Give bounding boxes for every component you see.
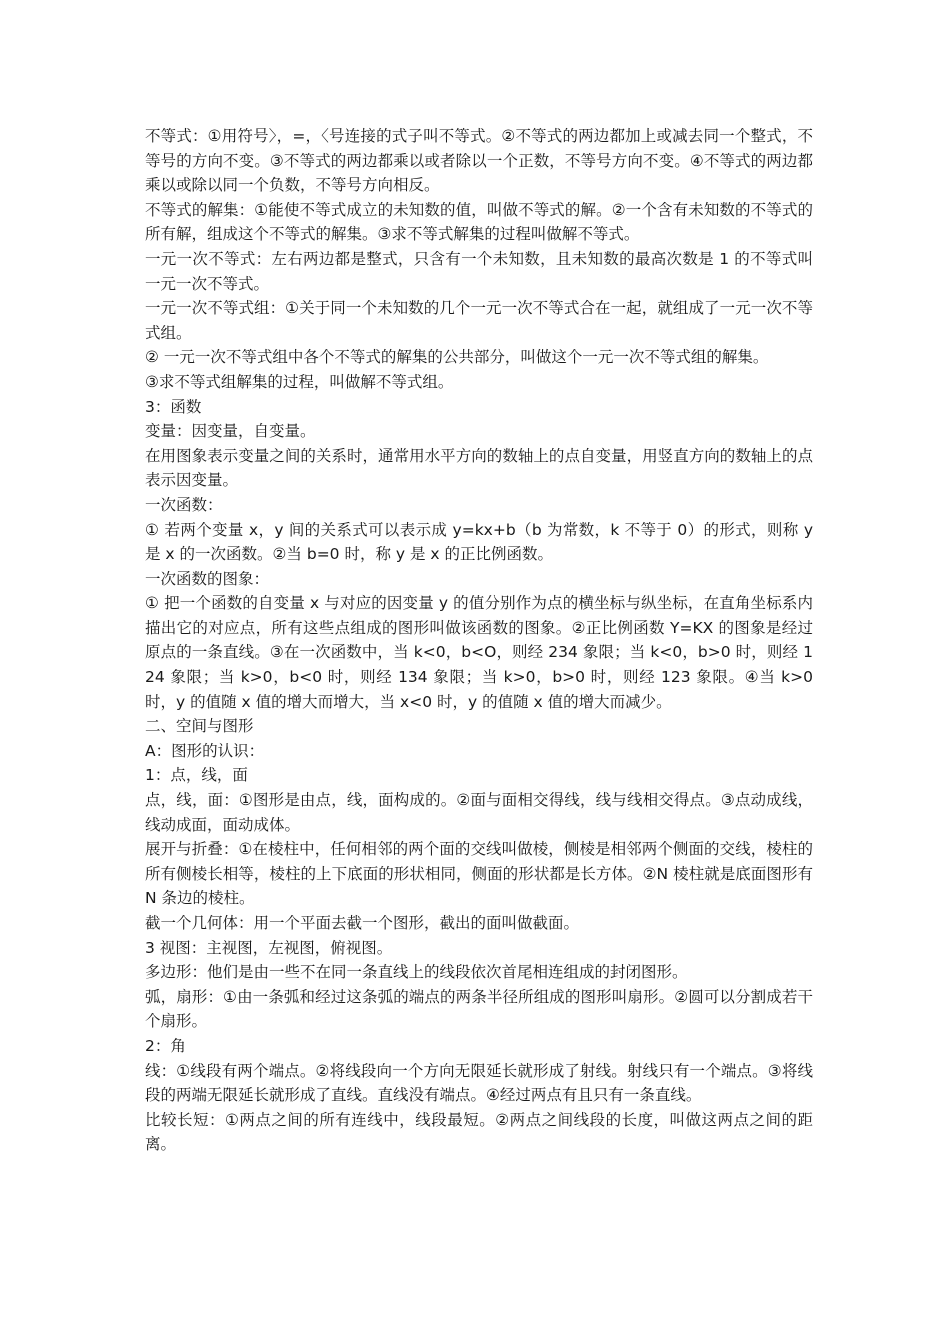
paragraph-variables: 变量：因变量，自变量。	[145, 422, 316, 441]
heading-functions: 3：函数	[145, 397, 202, 416]
heading-point-line-plane: 1：点，线，面	[145, 766, 248, 785]
paragraph-inequality-solution-set: 不等式的解集：①能使不等式成立的未知数的值，叫做不等式的解。②一个含有未知数的不等式的所有解，组成这个不等式的解集。③求不等式解集的过程叫做解不等式。	[145, 200, 813, 244]
paragraph-linear-function-graph: ① 把一个函数的自变量 x 与对应的因变量 y 的值分别作为点的横坐标与纵坐标，在直角坐标系内描出它的对应点，所有这些点组成的图形叫做该函数的图象。②正比例函数 Y=KX 的图象是经过原点的一条直线。③在一次函数中，当 k<0，b<O，则经 234 象限；当 k<0，b>0 时，则经 124 象限；当 k>0，b<0 时，则经 134 象限；当 k>0，b>0 时，则经 123 象限。④当 k>0 时，y 的值随 x 值的增大而增大，当 x<0 时，y 的值随 x 值的增大而减少。	[145, 594, 813, 711]
paragraph-lines: 线：①线段有两个端点。②将线段向一个方向无限延长就形成了射线。射线只有一个端点。③将线段的两端无限延长就形成了直线。直线没有端点。④经过两点有且只有一条直线。	[145, 1061, 813, 1105]
document-body	[145, 124, 813, 1157]
paragraph-unfold-and-fold: 展开与折叠：①在棱柱中，任何相邻的两个面的交线叫做棱，侧棱是相邻两个侧面的交线，棱柱的所有侧棱长相等，棱柱的上下底面的形状相同，侧面的形状都是长方体。②N 棱柱就是底面图形有 N 条边的棱柱。	[145, 840, 813, 908]
paragraph-solve-inequality-system: ③求不等式组解集的过程，叫做解不等式组。	[145, 372, 454, 391]
paragraph-inequality-system-solution: ② 一元一次不等式组中各个不等式的解集的公共部分，叫做这个一元一次不等式组的解集。	[145, 348, 769, 367]
paragraph-compare-lengths: 比较长短：①两点之间的所有连线中，线段最短。②两点之间线段的长度，叫做这两点之间的距离。	[145, 1110, 813, 1154]
paragraph-inequality-system: 一元一次不等式组：①关于同一个未知数的几个一元一次不等式合在一起，就组成了一元一次不等式组。	[145, 299, 813, 342]
paragraph-cross-section: 截一个几何体：用一个平面去截一个图形，截出的面叫做截面。	[145, 914, 580, 932]
heading-linear-function-graph: 一次函数的图象：	[145, 569, 270, 588]
paragraph-arc-sector: 弧，扇形：①由一条弧和经过这条弧的端点的两条半径所组成的图形叫扇形。②圆可以分割成若干个扇形。	[145, 987, 813, 1031]
paragraph-linear-inequality: 一元一次不等式：左右两边都是整式，只含有一个未知数，且未知数的最高次数是 1 的不等式叫一元一次不等式。	[145, 249, 813, 293]
heading-linear-function: 一次函数：	[145, 495, 223, 514]
heading-shape-recognition: A：图形的认识：	[145, 741, 265, 760]
paragraph-polygon: 多边形：他们是由一些不在同一条直线上的线段依次首尾相连组成的封闭图形。	[145, 963, 688, 982]
paragraph-inequality-definition: 不等式：①用符号〉，=，〈号连接的式子叫不等式。②不等式的两边都加上或减去同一个整式，不等号的方向不变。③不等式的两边都乘以或者除以一个正数，不等号方向不变。④不等式的两边都乘以或除以同一个负数，不等号方向相反。	[145, 127, 813, 195]
paragraph-three-views: 3 视图：主视图，左视图，俯视图。	[145, 938, 393, 957]
heading-space-and-shape: 二、空间与图形	[145, 717, 254, 736]
heading-angle: 2：角	[145, 1036, 186, 1055]
paragraph-point-line-plane: 点，线，面：①图形是由点，线，面构成的。②面与面相交得线，线与线相交得点。③点动成线，线动成面，面动成体。	[145, 791, 813, 834]
paragraph-graph-variables: 在用图象表示变量之间的关系时，通常用水平方向的数轴上的点自变量，用竖直方向的数轴上的点表示因变量。	[145, 446, 813, 490]
paragraph-linear-function-definition: ① 若两个变量 x，y 间的关系式可以表示成 y=kx+b（b 为常数，k 不等于 0）的形式，则称 y 是 x 的一次函数。②当 b=0 时，称 y 是 x 的正比例函数。	[145, 520, 813, 564]
